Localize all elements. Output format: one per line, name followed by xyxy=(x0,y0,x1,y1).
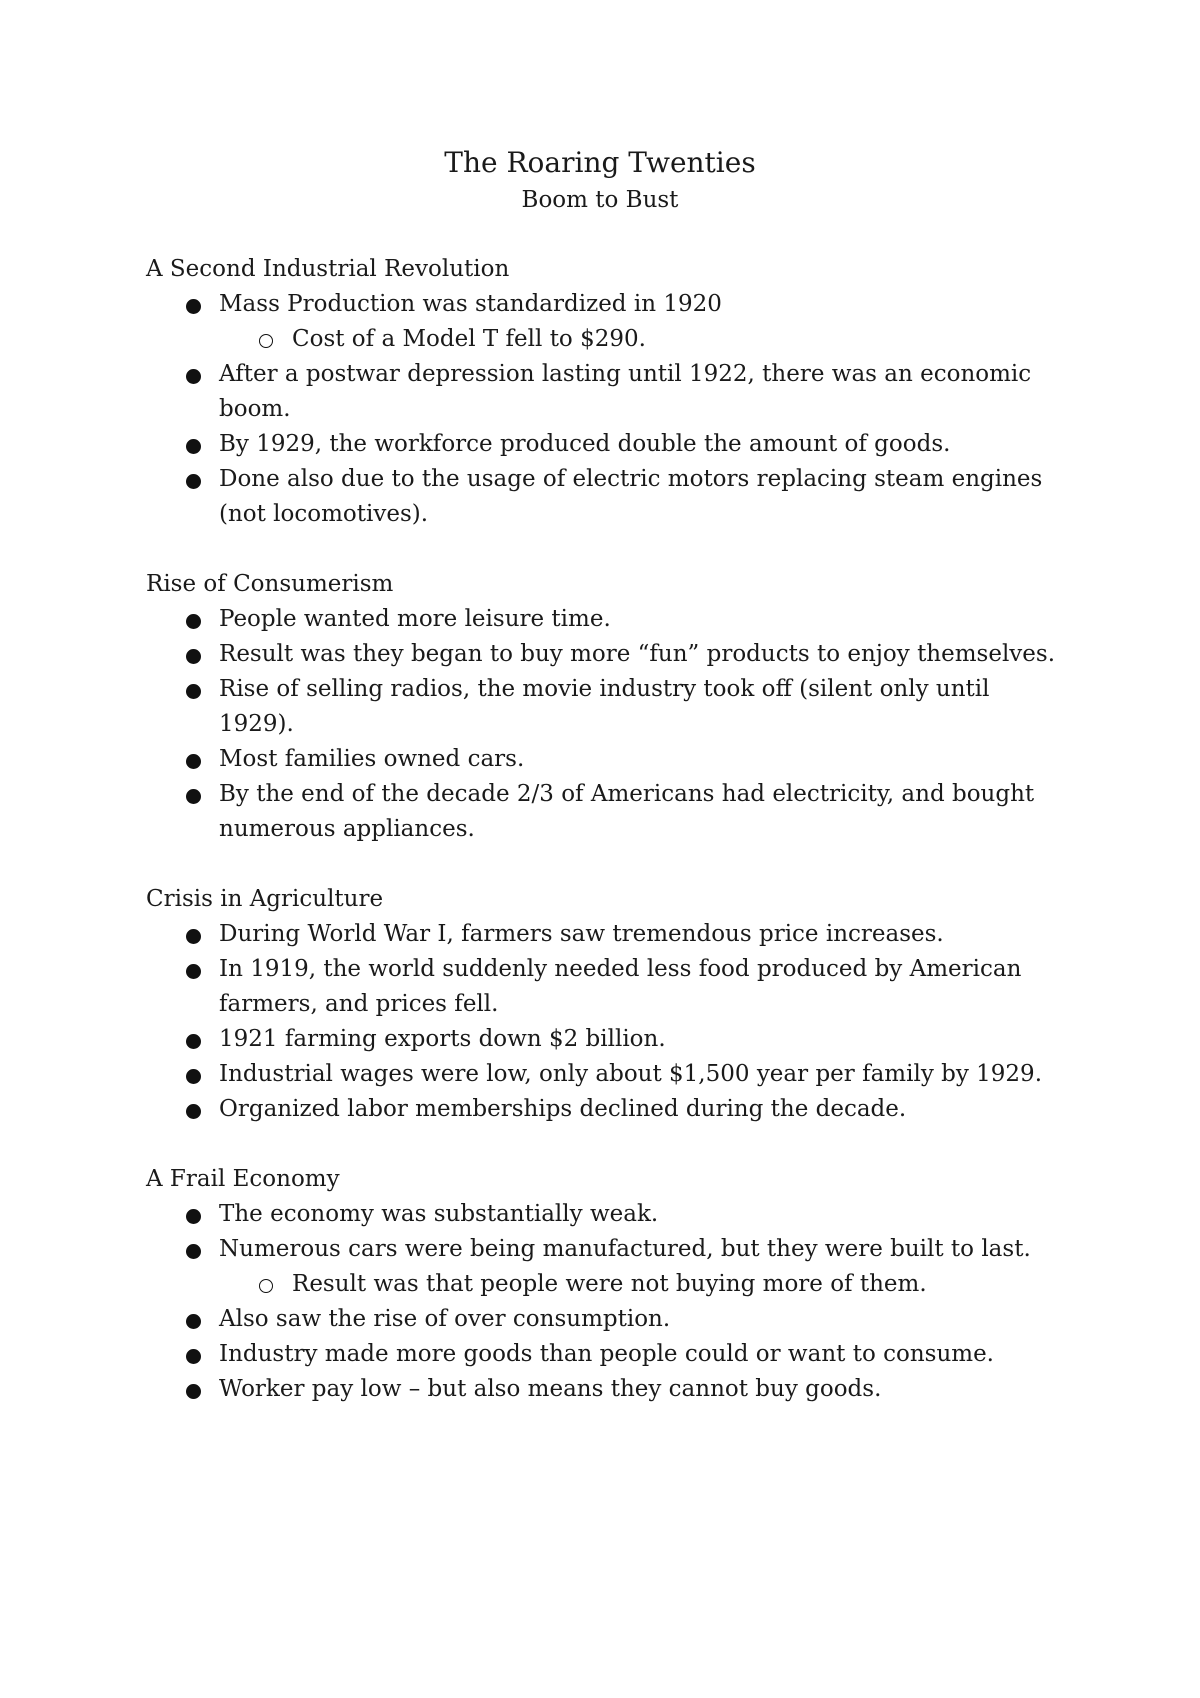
list-item-text: Numerous cars were being manufactured, but they were built to last. xyxy=(219,1236,1031,1262)
filled-bullet-icon xyxy=(186,369,201,384)
list-item xyxy=(146,777,1066,847)
list-item xyxy=(146,1022,1066,1057)
list-item xyxy=(146,1197,1066,1232)
filled-bullet-icon xyxy=(186,1069,201,1084)
list-item-text: Industrial wages were low, only about $1,500 year per family by 1929. xyxy=(219,1061,1043,1087)
list-item xyxy=(146,1092,1066,1127)
list-item-text: 1921 farming exports down $2 billion. xyxy=(219,1026,666,1052)
filled-bullet-icon xyxy=(186,439,201,454)
list-item-text: Industry made more goods than people could or want to consume. xyxy=(219,1341,994,1367)
section-heading: A Second Industrial Revolution xyxy=(146,256,510,282)
list-item-text: Worker pay low – but also means they cannot buy goods. xyxy=(219,1376,882,1402)
bullet-list xyxy=(146,1197,1066,1407)
filled-bullet-icon xyxy=(186,1244,201,1259)
filled-bullet-icon xyxy=(186,1349,201,1364)
page-subtitle: Boom to Bust xyxy=(521,187,679,213)
document-body xyxy=(146,252,1066,1442)
list-item-text: Rise of selling radios, the movie industry took off (silent only until 1929). xyxy=(219,676,990,737)
section-heading: Crisis in Agriculture xyxy=(146,886,384,912)
list-item-text: Mass Production was standardized in 1920 xyxy=(219,291,722,317)
list-item-text: Result was they began to buy more “fun” products to enjoy themselves. xyxy=(219,641,1056,667)
section-heading: A Frail Economy xyxy=(146,1166,340,1192)
section xyxy=(146,882,1066,1127)
sub-list-item-text: Cost of a Model T fell to $290. xyxy=(292,326,646,352)
filled-bullet-icon xyxy=(186,1034,201,1049)
list-item-text: The economy was substantially weak. xyxy=(219,1201,659,1227)
filled-bullet-icon xyxy=(186,684,201,699)
filled-bullet-icon xyxy=(186,1104,201,1119)
filled-bullet-icon xyxy=(186,1209,201,1224)
bullet-list xyxy=(146,917,1066,1127)
list-item xyxy=(146,1232,1066,1302)
sub-bullet-list xyxy=(219,322,1066,357)
list-item xyxy=(146,1057,1066,1092)
list-item xyxy=(146,917,1066,952)
filled-bullet-icon xyxy=(186,1314,201,1329)
section xyxy=(146,567,1066,847)
list-item-text: Organized labor memberships declined during the decade. xyxy=(219,1096,907,1122)
list-item-text: Most families owned cars. xyxy=(219,746,525,772)
list-item xyxy=(146,672,1066,742)
list-item xyxy=(146,462,1066,532)
list-item-text: Done also due to the usage of electric motors replacing steam engines (not locomotives). xyxy=(219,466,1043,527)
sub-list-item xyxy=(219,1267,1066,1302)
list-item-text: By 1929, the workforce produced double the amount of goods. xyxy=(219,431,951,457)
list-item xyxy=(146,637,1066,672)
list-item-text: After a postwar depression lasting until 1922, there was an economic boom. xyxy=(219,361,1032,422)
filled-bullet-icon xyxy=(186,789,201,804)
list-item-text: By the end of the decade 2/3 of Americans had electricity, and bought numerous appliances. xyxy=(219,781,1035,842)
sub-bullet-list xyxy=(219,1267,1066,1302)
section xyxy=(146,1162,1066,1407)
bullet-list xyxy=(146,602,1066,847)
list-item xyxy=(146,427,1066,462)
list-item-text: Also saw the rise of over consumption. xyxy=(219,1306,671,1332)
bullet-list xyxy=(146,287,1066,532)
list-item xyxy=(146,602,1066,637)
list-item xyxy=(146,287,1066,357)
list-item xyxy=(146,742,1066,777)
section-heading: Rise of Consumerism xyxy=(146,571,394,597)
filled-bullet-icon xyxy=(186,929,201,944)
filled-bullet-icon xyxy=(186,649,201,664)
sub-list-item xyxy=(219,322,1066,357)
filled-bullet-icon xyxy=(186,299,201,314)
hollow-bullet-icon xyxy=(259,1279,273,1293)
list-item-text: In 1919, the world suddenly needed less food produced by American farmers, and prices fell. xyxy=(219,956,1022,1017)
hollow-bullet-icon xyxy=(259,334,273,348)
filled-bullet-icon xyxy=(186,614,201,629)
sub-list-item-text: Result was that people were not buying more of them. xyxy=(292,1271,927,1297)
list-item xyxy=(146,1302,1066,1337)
section xyxy=(146,252,1066,532)
filled-bullet-icon xyxy=(186,1384,201,1399)
title-block xyxy=(0,143,1200,217)
list-item xyxy=(146,952,1066,1022)
list-item xyxy=(146,357,1066,427)
list-item xyxy=(146,1337,1066,1372)
filled-bullet-icon xyxy=(186,754,201,769)
filled-bullet-icon xyxy=(186,964,201,979)
list-item xyxy=(146,1372,1066,1407)
filled-bullet-icon xyxy=(186,474,201,489)
page-title: The Roaring Twenties xyxy=(444,146,756,179)
list-item-text: During World War I, farmers saw tremendous price increases. xyxy=(219,921,944,947)
list-item-text: People wanted more leisure time. xyxy=(219,606,611,632)
